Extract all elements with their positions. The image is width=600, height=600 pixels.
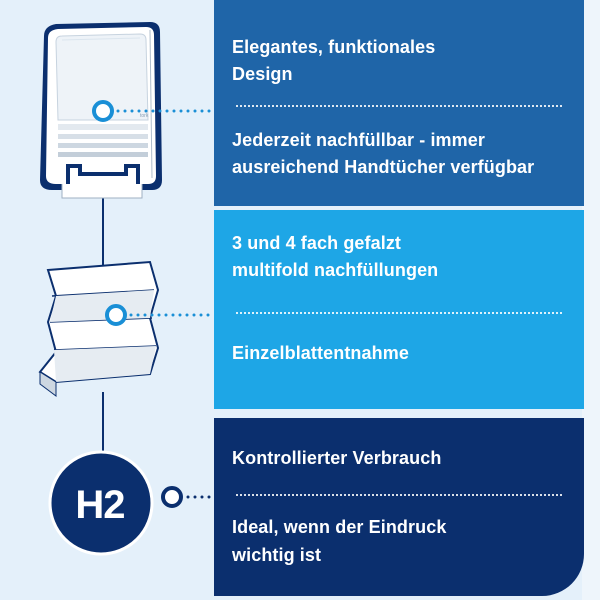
panel-refill — [214, 210, 584, 409]
panel-divider — [236, 494, 562, 496]
panel-top-line4: ausreichend Handtücher verfügbar — [232, 157, 535, 177]
folded-towels-icon — [40, 262, 158, 396]
panel-mid-line2: multifold nachfüllungen — [232, 260, 439, 280]
panel-mid-line1: 3 und 4 fach gefalzt — [232, 233, 402, 253]
panel-mid-line3: Einzelblattentnahme — [232, 343, 409, 363]
panel-top-line1: Elegantes, funktionales — [232, 37, 436, 57]
h2-badge-label: H2 — [75, 482, 125, 527]
panel-bot-line3: wichtig ist — [232, 545, 322, 565]
panel-divider — [236, 312, 562, 314]
marker-ring-icon — [107, 306, 125, 324]
panel-bot-line2: Ideal, wenn der Eindruck — [232, 517, 447, 537]
panel-divider — [236, 105, 562, 107]
svg-text:tork: tork — [140, 113, 149, 119]
marker-ring-icon — [163, 488, 181, 506]
panel-top-line2: Design — [232, 64, 293, 84]
panel-top-line3: Jederzeit nachfüllbar - immer — [232, 130, 485, 150]
panel-bot-line1: Kontrollierter Verbrauch — [232, 448, 442, 468]
panel-consumption — [214, 418, 584, 596]
marker-ring-icon — [94, 102, 112, 120]
panel-design — [214, 0, 584, 206]
